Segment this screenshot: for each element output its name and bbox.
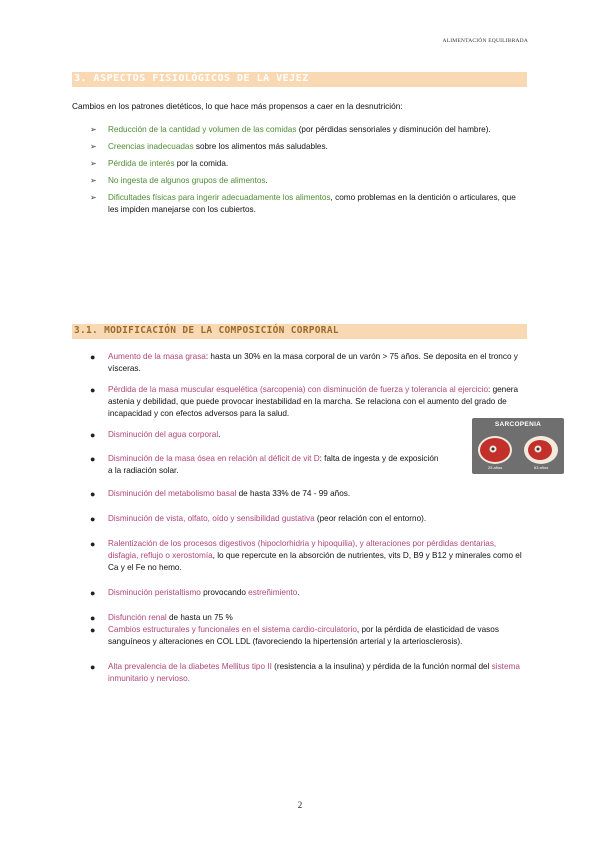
bullet-icon: ●	[90, 430, 96, 440]
sarcopenia-image-title: SARCOPENIA	[494, 421, 542, 428]
list-item: ● Disminución de vista, olfato, oído y sensibilidad gustativa (peor relación con el entorno).	[90, 514, 427, 524]
bullet-icon: ●	[90, 625, 96, 635]
bullet-icon: ●	[90, 613, 96, 623]
bullet-icon: ●	[90, 539, 96, 549]
bullet-icon: ●	[90, 352, 96, 362]
subsection-heading-bar	[72, 324, 527, 339]
arrow-bullet-icon: ➢	[90, 176, 97, 185]
bullet-icon: ●	[90, 662, 96, 672]
subsection-heading: 3.1. MODIFICACIÓN DE LA COMPOSICIÓN CORPORAL	[74, 325, 339, 336]
list-item: ● Disfunción renal de hasta un 75 %	[90, 613, 233, 623]
list-item: ● Disminución del agua corporal.	[90, 430, 221, 440]
section-heading: 3. ASPECTOS FISIOLÓGICOS DE LA VEJEZ	[74, 73, 309, 84]
list-item: ● Cambios estructurales y funcionales en el sistema cardio-circulatorio, por la pérdida de elasticidad de vasos sanguíneos y alteraciones en COL LDL (favoreciendo la hipertensión arterial y la arteriosclerosis).	[90, 625, 499, 646]
list-item: ● Pérdida de la masa muscular esquelética (sarcopenia) con disminución de fuerza y tolerancia al ejercicio: genera astenia y debilidad, que puede provocar inestabilidad en la marcha. Se relaciona con el aumento del grado de incapacidad y con efectos adversos para la salud.	[90, 385, 519, 418]
list-item: ➢ Creencias inadecuadas sobre los alimentos más saludables.	[90, 142, 328, 151]
intro-paragraph: Cambios en los patrones dietéticos, lo que hace más propensos a caer en la desnutrición:	[72, 101, 403, 111]
bullet-icon: ●	[90, 489, 96, 499]
image-label-old: 63 años	[534, 465, 549, 470]
body-composition-list	[90, 351, 528, 685]
arrow-bullet-icon: ➢	[90, 159, 97, 168]
list-item: ➢ Dificultades físicas para ingerir adecuadamente los alimentos, como problemas en la dentición o articulares, que les impiden manejarse con los cubiertos.	[90, 193, 516, 214]
list-item: ● Aumento de la masa grasa: hasta un 30% en la masa corporal de un varón > 75 años. Se deposita en el tronco y vísceras.	[90, 352, 518, 373]
list-item: ● Disminución peristaltismo provocando estreñimiento.	[90, 588, 300, 598]
running-header: ALIMENTACIÓN EQUILIBRADA	[442, 38, 528, 44]
list-item: ● Ralentización de los procesos digestivos (hipoclorhidria y hipoquilia), y alteraciones por pérdidas dentarias, disfagia, reflujo o xerostomía, lo que repercute en la absorción de nutrientes, vits D, B9 y B12 y minerales como el Ca y el Fe no hemo.	[90, 539, 522, 572]
arrow-bullet-icon: ➢	[90, 193, 97, 202]
sarcopenia-image	[472, 418, 564, 474]
list-item: ➢ No ingesta de algunos grupos de alimentos.	[90, 176, 268, 185]
arrow-bullet-icon: ➢	[90, 125, 97, 134]
list-item: ● Alta prevalencia de la diabetes Mellitus tipo II (resistencia a la insulina) y pérdida de la función normal del sistema inmunitario y nervioso.	[90, 662, 520, 683]
list-item: ● Disminución del metabolismo basal de hasta 33% de 74 - 99 años.	[90, 489, 351, 499]
page-number: 2	[297, 800, 303, 810]
image-label-young: 25 años	[488, 465, 503, 470]
arrow-bullet-icon: ➢	[90, 142, 97, 151]
list-item: ➢ Pérdida de interés por la comida.	[90, 159, 229, 168]
list-item: ➢ Reducción de la cantidad y volumen de las comidas (por pérdidas sensoriales y disminución del hambre).	[90, 125, 491, 134]
bullet-icon: ●	[90, 514, 96, 524]
bullet-icon: ●	[90, 588, 96, 598]
section-heading-bar	[72, 72, 527, 87]
bullet-icon: ●	[90, 454, 96, 464]
list-item: ● Disminución de la masa ósea en relación al déficit de vit D: falta de ingesta y de exposición a la radiación solar.	[90, 454, 439, 475]
muscle-cross-section-icon	[472, 418, 564, 474]
dietary-changes-list	[90, 124, 527, 216]
bullet-icon: ●	[90, 385, 96, 395]
